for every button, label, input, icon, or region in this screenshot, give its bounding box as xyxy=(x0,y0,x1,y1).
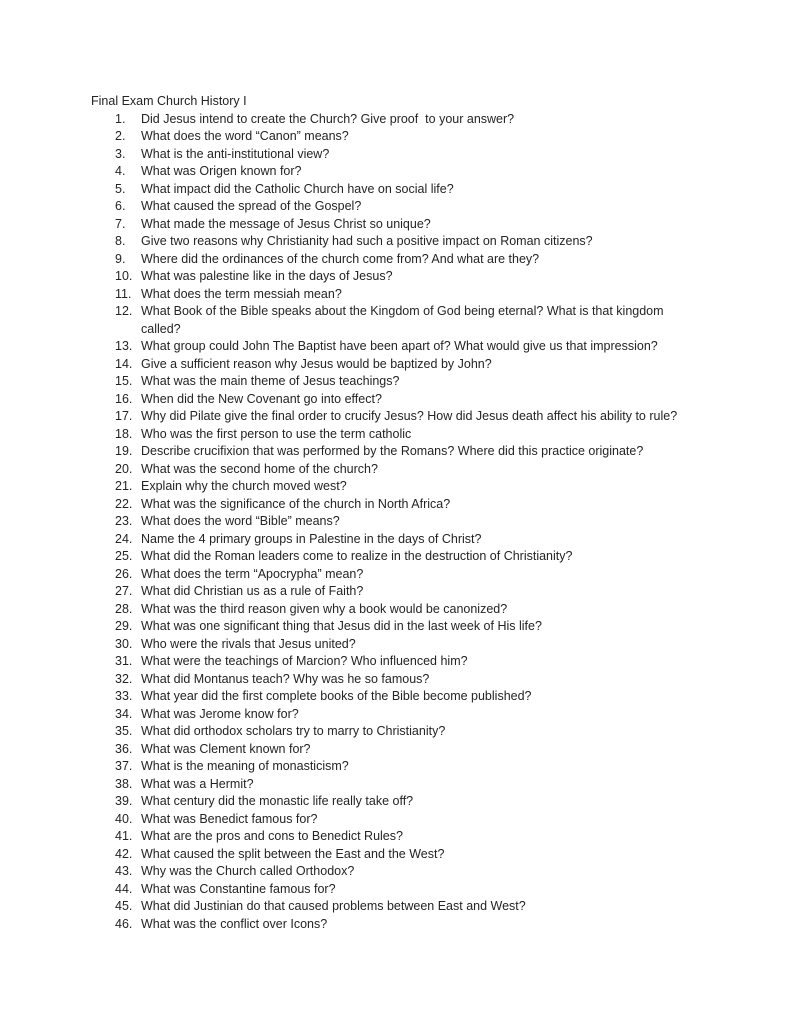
question-number: 1. xyxy=(115,111,126,126)
question-text: Did Jesus intend to create the Church? Give proof to your answer? xyxy=(141,111,515,126)
question-text: What caused the spread of the Gospel? xyxy=(141,199,362,213)
list-item xyxy=(115,461,741,479)
question-number: 34. xyxy=(115,706,133,721)
question-number: 37. xyxy=(115,759,133,773)
list-item xyxy=(115,426,741,444)
list-item xyxy=(115,863,741,881)
question-text: Describe crucifixion that was performed by the Romans? Where did this practice originate? xyxy=(141,444,644,458)
question-text: What was the conflict over Icons? xyxy=(141,916,328,931)
question-number: 45. xyxy=(115,899,133,913)
question-number: 17. xyxy=(115,409,133,423)
list-item xyxy=(115,181,741,199)
list-item xyxy=(115,758,741,776)
question-number: 18. xyxy=(115,426,133,441)
question-number: 6. xyxy=(115,199,126,213)
question-text: What did orthodox scholars try to marry to Christianity? xyxy=(141,724,446,738)
question-number: 46. xyxy=(115,916,133,931)
list-item xyxy=(115,828,741,846)
question-text: What is the meaning of monasticism? xyxy=(141,759,349,773)
list-item xyxy=(115,566,741,584)
question-number: 26. xyxy=(115,566,133,581)
question-text: What did Christian us as a rule of Faith? xyxy=(141,584,364,598)
question-number: 33. xyxy=(115,689,133,703)
question-text: What was one significant thing that Jesus did in the last week of His life? xyxy=(141,619,542,633)
question-list xyxy=(91,111,741,934)
question-number: 42. xyxy=(115,846,133,861)
list-item xyxy=(115,636,741,654)
list-item xyxy=(115,373,741,391)
question-number: 31. xyxy=(115,654,133,668)
question-number: 30. xyxy=(115,636,133,651)
list-item xyxy=(115,216,741,234)
question-number: 10. xyxy=(115,269,133,283)
question-number: 27. xyxy=(115,584,133,598)
question-text: What does the word “Canon” means? xyxy=(141,129,349,143)
list-item xyxy=(115,233,741,251)
question-text: Who were the rivals that Jesus united? xyxy=(141,636,356,651)
question-number: 41. xyxy=(115,829,133,843)
question-text: What did Montanus teach? Why was he so famous? xyxy=(141,671,430,686)
question-number: 12. xyxy=(115,304,133,318)
question-number: 15. xyxy=(115,374,133,388)
list-item xyxy=(115,496,741,514)
question-number: 40. xyxy=(115,811,133,826)
list-item xyxy=(115,881,741,899)
question-number: 25. xyxy=(115,549,133,563)
question-text: What made the message of Jesus Christ so unique? xyxy=(141,216,431,231)
list-item xyxy=(115,618,741,636)
list-item xyxy=(115,531,741,549)
question-text: What was Jerome know for? xyxy=(141,706,299,721)
question-number: 21. xyxy=(115,479,133,493)
question-number: 28. xyxy=(115,601,133,616)
question-text: Explain why the church moved west? xyxy=(141,479,347,493)
list-item xyxy=(115,916,741,934)
list-item xyxy=(115,478,741,496)
question-text: What did the Roman leaders come to realize in the destruction of Christianity? xyxy=(141,549,573,563)
list-item xyxy=(115,443,741,461)
question-text: What Book of the Bible speaks about the Kingdom of God being eternal? What is that kingdom called? xyxy=(141,304,668,336)
list-item xyxy=(115,391,741,409)
list-item xyxy=(115,163,741,181)
list-item xyxy=(115,408,741,426)
question-number: 8. xyxy=(115,234,126,248)
question-number: 24. xyxy=(115,531,133,546)
question-number: 36. xyxy=(115,741,133,756)
list-item xyxy=(115,776,741,794)
question-text: Why was the Church called Orthodox? xyxy=(141,864,355,878)
question-text: What are the pros and cons to Benedict Rules? xyxy=(141,829,403,843)
question-text: What was the significance of the church in North Africa? xyxy=(141,496,451,511)
question-text: Name the 4 primary groups in Palestine in the days of Christ? xyxy=(141,531,482,546)
list-item xyxy=(115,898,741,916)
question-text: What is the anti-institutional view? xyxy=(141,146,330,161)
question-text: What were the teachings of Marcion? Who influenced him? xyxy=(141,654,468,668)
list-item xyxy=(115,338,741,356)
list-item xyxy=(115,688,741,706)
question-number: 38. xyxy=(115,776,133,791)
list-item xyxy=(115,706,741,724)
question-number: 39. xyxy=(115,794,133,808)
question-number: 22. xyxy=(115,496,133,511)
question-text: What was Clement known for? xyxy=(141,741,311,756)
list-item xyxy=(115,741,741,759)
question-number: 4. xyxy=(115,164,126,178)
question-number: 11. xyxy=(115,286,132,301)
list-item xyxy=(115,513,741,531)
question-number: 3. xyxy=(115,146,126,161)
question-text: Give two reasons why Christianity had such a positive impact on Roman citizens? xyxy=(141,234,593,248)
list-item xyxy=(115,356,741,374)
list-item xyxy=(115,128,741,146)
question-number: 14. xyxy=(115,356,133,371)
list-item xyxy=(115,111,741,129)
question-text: What caused the split between the East and the West? xyxy=(141,846,445,861)
list-item xyxy=(115,146,741,164)
list-item xyxy=(115,268,741,286)
question-number: 16. xyxy=(115,391,133,406)
list-item xyxy=(115,303,741,338)
question-number: 20. xyxy=(115,461,133,476)
question-text: What does the term “Apocrypha” mean? xyxy=(141,566,364,581)
question-text: What was Constantine famous for? xyxy=(141,881,336,896)
question-text: What was the main theme of Jesus teachings? xyxy=(141,374,400,388)
question-number: 7. xyxy=(115,216,126,231)
question-text: What did Justinian do that caused problems between East and West? xyxy=(141,899,526,913)
question-number: 43. xyxy=(115,864,133,878)
question-text: What was palestine like in the days of Jesus? xyxy=(141,269,393,283)
question-text: What century did the monastic life really take off? xyxy=(141,794,414,808)
question-number: 29. xyxy=(115,619,133,633)
list-item xyxy=(115,251,741,269)
question-text: What was Origen known for? xyxy=(141,164,302,178)
question-text: Why did Pilate give the final order to crucify Jesus? How did Jesus death affect his ability to rule? xyxy=(141,409,678,423)
question-text: What does the word “Bible” means? xyxy=(141,514,340,528)
question-text: Where did the ordinances of the church come from? And what are they? xyxy=(141,251,540,266)
list-item xyxy=(115,601,741,619)
question-text: What was Benedict famous for? xyxy=(141,811,318,826)
question-text: What group could John The Baptist have been apart of? What would give us that impression? xyxy=(141,339,658,353)
question-text: What impact did the Catholic Church have on social life? xyxy=(141,181,454,196)
question-number: 35. xyxy=(115,724,133,738)
list-item xyxy=(115,548,741,566)
question-number: 13. xyxy=(115,339,133,353)
list-item xyxy=(115,723,741,741)
question-number: 2. xyxy=(115,129,126,143)
list-item xyxy=(115,653,741,671)
question-number: 32. xyxy=(115,671,133,686)
question-text: What was a Hermit? xyxy=(141,776,254,791)
question-text: What does the term messiah mean? xyxy=(141,286,342,301)
question-number: 19. xyxy=(115,444,133,458)
question-text: What was the second home of the church? xyxy=(141,461,378,476)
question-text: What was the third reason given why a book would be canonized? xyxy=(141,601,508,616)
question-number: 23. xyxy=(115,514,133,528)
question-number: 44. xyxy=(115,881,133,896)
question-text: Give a sufficient reason why Jesus would be baptized by John? xyxy=(141,356,492,371)
list-item xyxy=(115,583,741,601)
list-item xyxy=(115,811,741,829)
question-number: 5. xyxy=(115,181,126,196)
question-text: Who was the first person to use the term catholic xyxy=(141,426,412,441)
list-item xyxy=(115,286,741,304)
page-title: Final Exam Church History I xyxy=(91,94,247,108)
list-item xyxy=(115,198,741,216)
question-number: 9. xyxy=(115,251,126,266)
question-text: What year did the first complete books of the Bible become published? xyxy=(141,689,532,703)
list-item xyxy=(115,846,741,864)
question-text: When did the New Covenant go into effect? xyxy=(141,391,382,406)
list-item xyxy=(115,671,741,689)
list-item xyxy=(115,793,741,811)
